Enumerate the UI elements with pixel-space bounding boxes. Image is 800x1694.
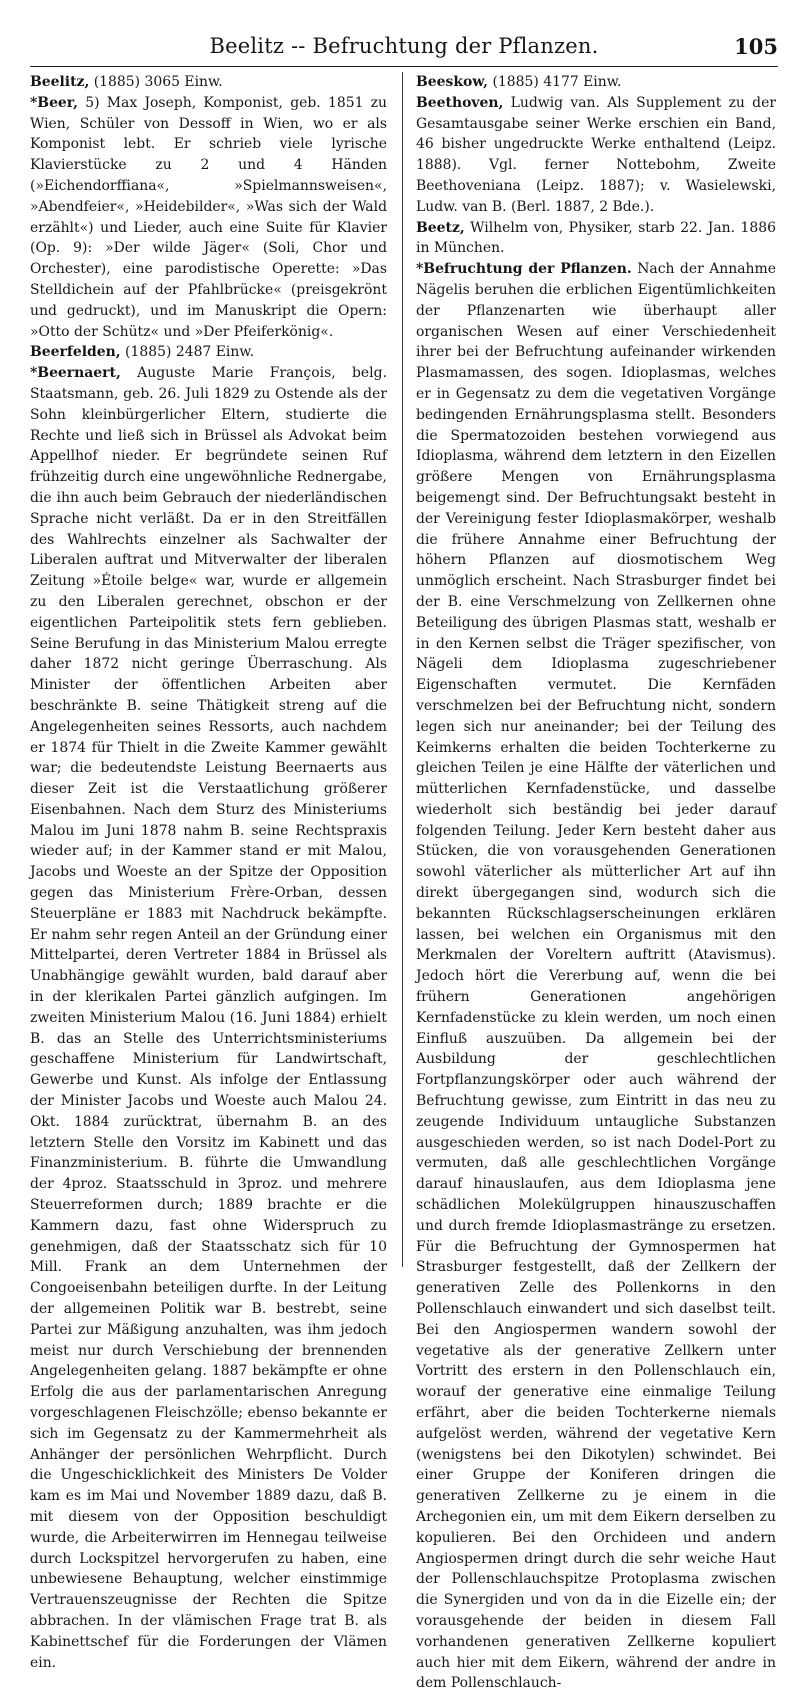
entry-beer bbox=[30, 93, 387, 343]
entry-beerfelden bbox=[30, 342, 387, 363]
entry-headword: *Beer, bbox=[30, 94, 78, 111]
entry-text: 5) Max Joseph, Komponist, geb. 1851 zu Wien, Schüler von Dessoff in Wien, wo er als Komponist lebt. Er schrieb viele lyrische Klavierstücke zu 2 und 4 Händen (»Eichendorffiana«, »Spielmannsweisen«, »Abendfeier«, »Heidebilder«, »Was sich der Wald erzählt«) und Lieder, auch eine Suite für Klavier (Op. 9): »Der wilde Jäger« (Soli, Chor und Orchester), eine parodistische Operette: »Das Stelldichein auf der Pfahlbrücke« (preisgekrönt und gedruckt), und im Manuskript die Opern: »Otto der Schütz« und »Der Pfeiferkönig«. bbox=[30, 94, 387, 340]
entry-text: Ludwig van. Als Supplement zu der Gesamtausgabe seiner Werke erschien ein Band, 46 bisher ungedruckte Werke enthaltend (Leipz. 1888). Vgl. ferner Nottebohm, Zweite Beethoveniana (Leipz. 1887); v. Wasielewski, Ludw. van B. (Berl. 1887, 2 Bde.). bbox=[416, 94, 776, 215]
entry-headword: Beeskow, bbox=[416, 74, 489, 90]
column-divider bbox=[402, 72, 403, 1267]
entry-beetz bbox=[416, 218, 776, 260]
entry-headword: Beethoven, bbox=[416, 94, 504, 111]
entry-beelitz bbox=[30, 72, 387, 93]
entry-beernaert bbox=[30, 363, 387, 1673]
right-column bbox=[416, 72, 776, 1692]
page-header bbox=[30, 30, 778, 67]
entry-headword: Beerfelden, bbox=[30, 344, 121, 361]
entry-text: Wilhelm von, Physiker, starb 22. Jan. 1886 in München. bbox=[416, 219, 776, 257]
entry-text: Nach der Annahme Nägelis beruhen die erblichen Eigentümlichkeiten der Pflanzenarten wie überhaupt aller organischen Wesen auf einer Verschiedenheit ihrer bei der Befruchtung aufeinander wirkenden Plasmamassen, des sogen. Idioplasmas, welches er in Gegensatz zu dem die vegetativen Vorgänge bedingenden Ernährungsplasma stellt. Besonders die Spermatozoiden bestehen vorwiegend aus Idioplasma, während dem letztern in den Eizellen größere Mengen von Ernährungsplasma beigemengt sind. Der Befruchtungsakt besteht in der Vereinigung fester Idioplasmakörper, weshalb die frühere Annahme einer Befruchtung der höhern Pflanzen auf diosmotischem Weg unmöglich erscheint. Nach Strasburger findet bei der B. eine Verschmelzung von Zellkernen ohne Beteiligung des übrigen Plasmas statt, weshalb er in den Kernen selbst die Träger spezifischer, von Nägeli dem Idioplasma zugeschriebener Eigenschaften vermutet. Die Kernfäden verschmelzen bei der Befruchtung nicht, sondern legen sich nur aneinander; bei der Teilung des Keimkerns erhalten die beiden Tochterkerne zu gleichen Teilen je eine Hälfte der väterlichen und mütterlichen Kernfadenstücke, und dasselbe wiederholt sich beständig bei jeder darauf folgenden Teilung. Jeder Kern besteht daher aus Stücken, die von vorausgehenden Generationen sowohl väterlicher als mütterlicher Art auf ihn direkt übergegangen sind, wodurch sich die bekannten Rückschlagserscheinungen erklären lassen, bei welchen ein Organismus mit den Merkmalen der Voreltern auftritt (Atavismus). Jedoch hört die Vererbung auf, wenn die bei frühern Generationen angehörigen Kernfadenstücke zu klein werden, um noch einen Einfluß auszuüben. Da allgemein bei der Ausbildung der geschlechtlichen Fortpflanzungskörper oder auch während der Befruchtung gewisse, zum Eintritt in das neu zu zeugende Individuum untaugliche Substanzen ausgeschieden werden, so ist nach Dodel-Port zu vermuten, daß alle geschlechtlichen Vorgänge darauf hinauslaufen, aus dem Idioplasma jene schädlichen Molekülgruppen hinauszuschaffen und durch fremde Idioplasmastränge zu ersetzen. Für die Befruchtung der Gymnospermen hat Strasburger festgestellt, daß der Zellkern der generativen Zelle des Pollenkorns in den Pollenschlauch einwandert und sich daselbst teilt. Bei den Angiospermen wandern sowohl der vegetative als der generative Zellkern unter Vortritt des erstern in den Pollenschlauch ein, worauf der generative eine einmalige Teilung erfährt, aber die beiden Tochterkerne niemals aufgelöst werden, während der vegetative Kern (wenigstens bei den Dikotylen) schwindet. Bei einer Gruppe der Koniferen dringen die generativen Zellkerne zu je einem in die Archegonien ein, um mit dem Eikern derselben zu kopulieren. Bei den Orchideen und andern Angiospermen dringt durch die sehr weiche Haut der Pollenschlauchspitze Protoplasma zwischen die Synergiden und von da in die Eizelle ein; der vorausgehende der beiden in diesem Fall vorhandenen generativen Zellkerne kopuliert auch hier mit dem Eikern, während der andre in dem Pollenschlauch- bbox=[416, 261, 776, 1692]
entry-text: (1885) 4177 Einw. bbox=[488, 74, 622, 90]
entry-text: Auguste Marie François, belg. Staatsmann, geb. 26. Juli 1829 zu Ostende als der Sohn kleinbürgerlicher Eltern, studierte die Rechte und ließ sich in Brüssel als Advokat beim Appellhof nieder. Er begründete seinen Ruf frühzeitig durch eine ungewöhnliche Rednergabe, die ihn auch beim Gebrauch der niederländischen Sprache nicht verläßt. Da er in den Streitfällen des Wahlrechts einzelner als Sachwalter der Liberalen auftrat und Mitverwalter der liberalen Zeitung »Étoile belge« war, wurde er allgemein zu den Liberalen gerechnet, obschon er der eigentlichen Parteipolitik stets fern geblieben. Seine Berufung in das Ministerium Malou erregte daher 1872 nicht geringe Überraschung. Als Minister der öffentlichen Arbeiten aber beschränkte B. seine Thätigkeit streng auf die Angelegenheiten seines Ressorts, auch nachdem er 1874 für Thielt in die Zweite Kammer gewählt war; die bedeutendste Leistung Beernaerts aus dieser Zeit ist die Verstaatlichung größerer Eisenbahnen. Nach dem Sturz des Ministeriums Malou im Juni 1878 nahm B. seine Rechtspraxis wieder auf; in der Kammer stand er mit Malou, Jacobs und Woeste an der Spitze der Opposition gegen das Ministerium Frère-Orban, dessen Steuerpläne er 1883 mit Nachdruck bekämpfte. Er nahm sehr regen Anteil an der Gründung einer Mittelpartei, deren Vertreter 1884 in Brüssel als Unabhängige gewählt wurden, bald darauf aber in der klerikalen Partei gänzlich aufgingen. Im zweiten Ministerium Malou (16. Juni 1884) erhielt B. das an Stelle des Unterrichtsministeriums geschaffene Ministerium für Landwirtschaft, Gewerbe und Kunst. Als infolge der Entlassung der Minister Jacobs und Woeste auch Malou 24. Okt. 1884 zurücktrat, übernahm B. an des letztern Stelle den Vorsitz im Kabinett und das Finanzministerium. B. führte die Umwandlung der 4proz. Staatsschuld in 3proz. und mehrere Steuerreformen durch; 1889 brachte er die Kammern dazu, fast ohne Widerspruch zu genehmigen, daß der Staatsschatz sich für 10 Mill. Frank an dem Unternehmen der Congoeisenbahn beteiligen durfte. In der Leitung der allgemeinen Politik war B. bestrebt, seine Partei zur Mäßigung anzuhalten, was ihm jedoch meist nur durch Verschiebung der brennenden Angelegenheiten gelang. 1887 bekämpfte er ohne Erfolg die aus der parlamentarischen Anregung vorgeschlagenen Fleischzölle; ebenso bekannte er sich im Gegensatz zu der Kammermehrheit als Anhänger der persönlichen Wehrpflicht. Durch die Ungeschicklichkeit des Ministers De Volder kam es im Mai und November 1889 dazu, daß B. mit diesem von der Opposition beschuldigt wurde, die Arbeiterwirren im Hennegau teilweise durch Lockspitzel hervorgerufen zu haben, eine unbewiesene Behauptung, welcher einstimmige Vertrauenszeugnisse der Rechten die Spitze abbrachen. In der vlämischen Frage trat B. als Kabinettschef für die Forderungen der Vlämen ein. bbox=[30, 365, 387, 1671]
entry-headword: *Befruchtung der Pflanzen. bbox=[416, 261, 632, 278]
running-head: Beelitz -- Befruchtung der Pflanzen. bbox=[209, 34, 599, 58]
entry-befruchtung bbox=[416, 259, 776, 1694]
entry-text: (1885) 2487 Einw. bbox=[120, 344, 255, 361]
entry-headword: Beetz, bbox=[416, 219, 465, 236]
entry-beethoven bbox=[416, 93, 776, 218]
left-column bbox=[30, 72, 387, 1671]
entry-text: (1885) 3065 Einw. bbox=[89, 74, 223, 90]
entry-headword: Beelitz, bbox=[30, 74, 90, 90]
page-number: 105 bbox=[734, 34, 778, 59]
entry-headword: *Beernaert, bbox=[30, 365, 121, 382]
entry-beeskow bbox=[416, 72, 776, 93]
